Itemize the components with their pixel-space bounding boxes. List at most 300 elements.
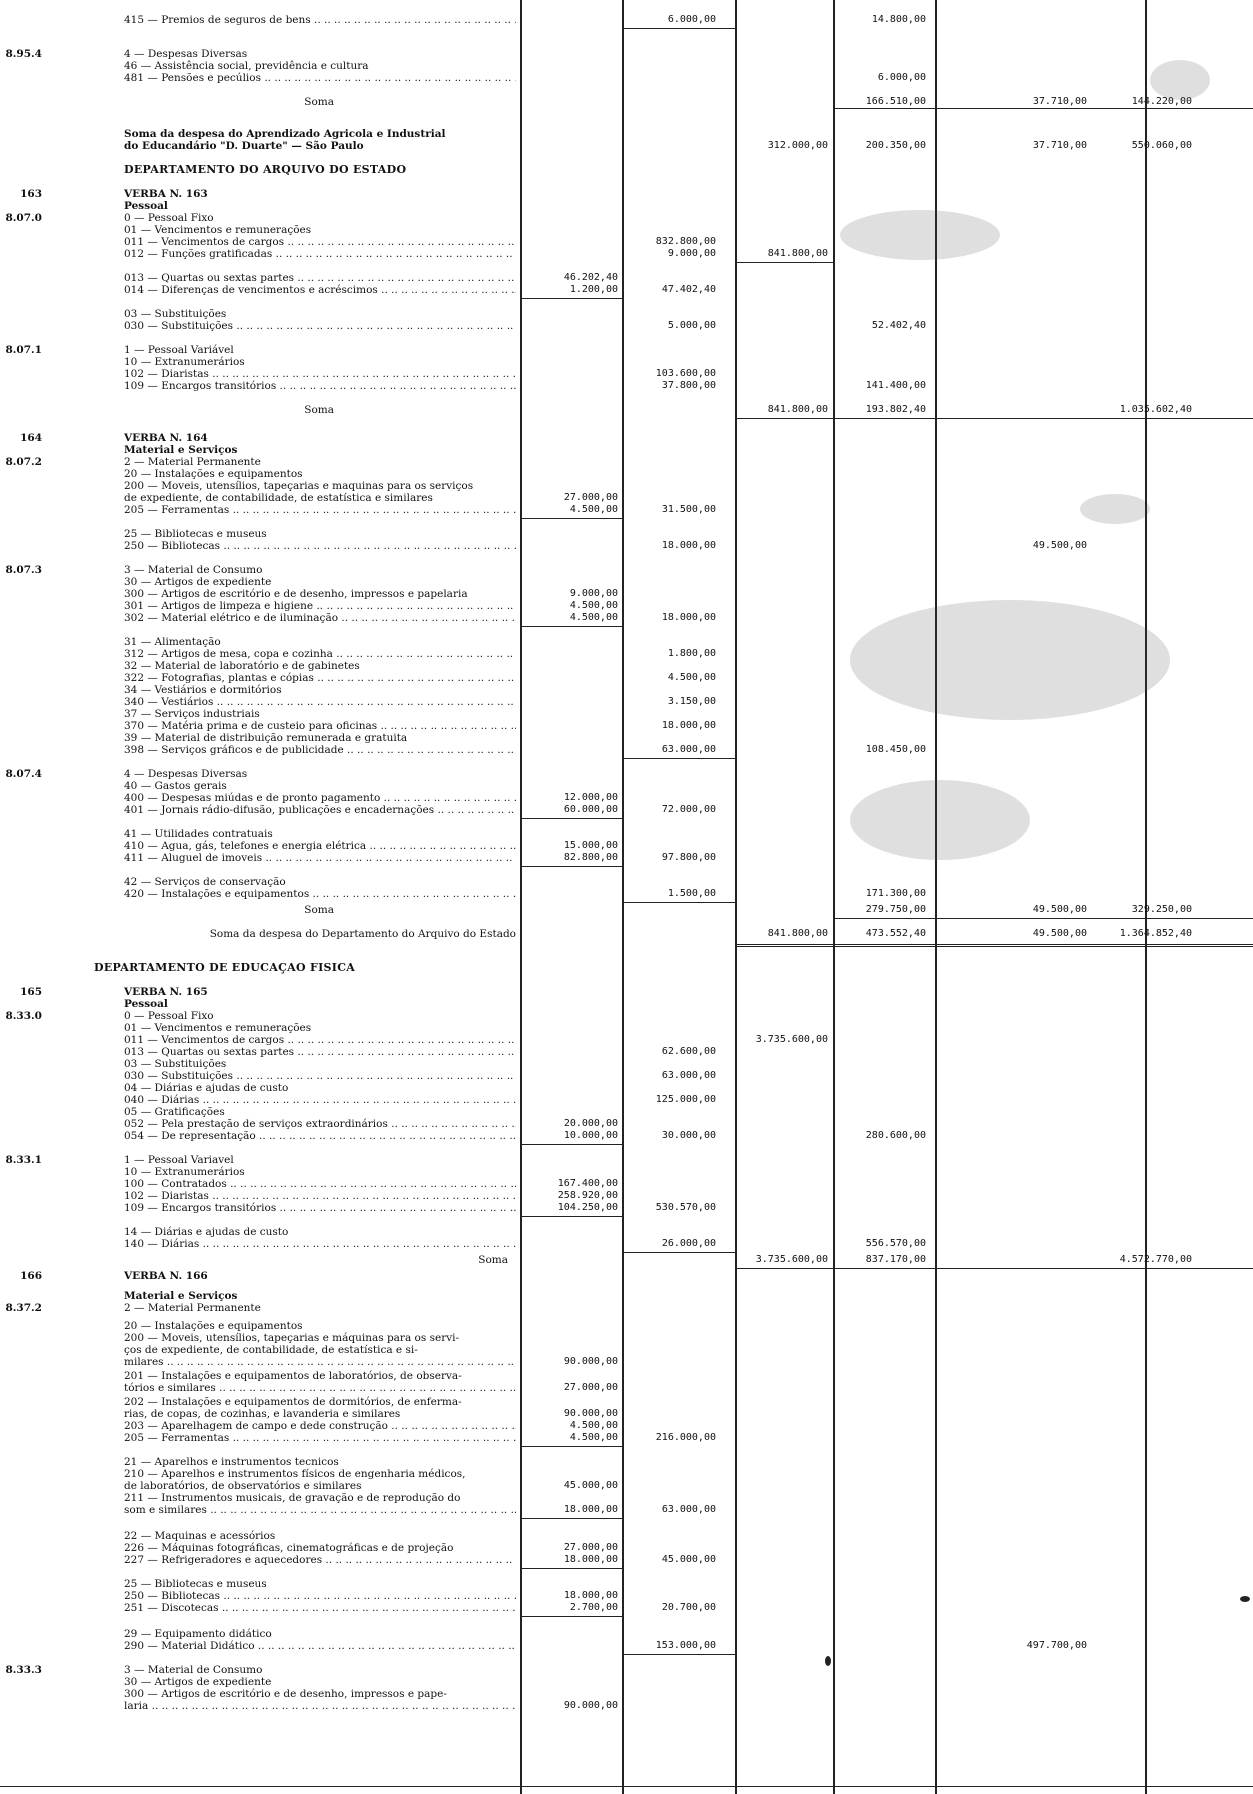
item-description: 398 — Serviços gráficos e de publicidade .. .. (124, 744, 516, 756)
ledger-row (0, 1166, 1253, 1178)
total-rule (520, 866, 622, 867)
item-description: 31 — Alimentação (124, 636, 221, 648)
scan-speck (1150, 60, 1210, 100)
amount-col-2: 26.000,00 (661, 1238, 716, 1249)
account-code: 163 (20, 188, 42, 200)
ledger-row (0, 1676, 1253, 1688)
ledger-row (0, 792, 1253, 804)
item-description: 322 — Fotografias, plantas e cópias .. .. (124, 672, 516, 684)
ledger-row (0, 272, 1253, 284)
ledger-row (0, 368, 1253, 380)
scan-speck (825, 1656, 831, 1666)
item-description: 01 — Vencimentos e remunerações (124, 1022, 312, 1034)
item-description: 203 — Aparelhagem de campo e dede construção .. .. (124, 1420, 516, 1432)
item-description: VERBA N. 164 (124, 432, 208, 444)
ledger-row (0, 1480, 1253, 1492)
account-code: 8.33.0 (5, 1010, 42, 1022)
amount-col-4: 52.402,40 (871, 320, 926, 331)
total-rule (735, 944, 1253, 945)
item-description: 251 — Discotecas .. .. (124, 1602, 516, 1614)
item-description: 03 — Substituições (124, 1058, 227, 1070)
item-description: 109 — Encargos transitórios .. .. (124, 1202, 516, 1214)
total-rule (520, 1216, 622, 1217)
amount-col-2: 31.500,00 (661, 504, 716, 515)
amount-col-1: 18.000,00 (563, 1554, 618, 1565)
item-description: 301 — Artigos de limpeza e higiene .. .. (124, 600, 516, 612)
amount-col-2: 1.800,00 (667, 648, 716, 659)
item-description: 312 — Artigos de mesa, copa e cozinha .. .. (124, 648, 516, 660)
amount-col-4: 166.510,00 (865, 96, 926, 107)
total-rule (735, 946, 1253, 947)
ledger-row (0, 1602, 1253, 1614)
amount-col-1: 167.400,00 (557, 1178, 618, 1189)
total-rule (520, 298, 622, 299)
soma-label: Soma (304, 904, 334, 916)
total-rule (520, 1144, 622, 1145)
item-description: 3 — Material de Consumo (124, 564, 263, 576)
ledger-row (0, 876, 1253, 888)
item-description: 250 — Bibliotecas .. .. (124, 1590, 516, 1602)
amount-col-1: 4.500,00 (569, 612, 618, 623)
amount-col-1: 1.200,00 (569, 284, 618, 295)
item-description: Material e Serviços (124, 444, 238, 456)
ledger-row (0, 1688, 1253, 1700)
amount-col-2: 6.000,00 (667, 14, 716, 25)
amount-col-1: 15.000,00 (563, 840, 618, 851)
item-description: 302 — Material elétrico e de iluminação .. .. (124, 612, 516, 624)
ledger-row (0, 1504, 1253, 1516)
item-description: Soma da despesa do Aprendizado Agricola e Industrial (124, 128, 446, 140)
ledger-row (0, 840, 1253, 852)
ledger-row (0, 1370, 1253, 1382)
ledger-row (0, 1154, 1253, 1166)
item-description: 211 — Instrumentos musicais, de gravação e de reprodução do (124, 1492, 461, 1504)
total-rule (622, 1654, 735, 1655)
item-description: 46 — Assistência social, previdência e cultura (124, 60, 369, 72)
item-description: 30 — Artigos de expediente (124, 1676, 272, 1688)
amount-col-1: 4.500,00 (569, 1432, 618, 1443)
ledger-row (0, 744, 1253, 756)
item-description: 1 — Pessoal Variável (124, 344, 234, 356)
amount-col-4: 280.600,00 (865, 1130, 926, 1141)
item-description: 013 — Quartas ou sextas partes .. .. (124, 1046, 516, 1058)
ledger-row (0, 164, 1253, 176)
ledger-row (0, 1530, 1253, 1542)
item-description: 2 — Material Permanente (124, 1302, 261, 1314)
ledger-row (0, 1356, 1253, 1368)
item-description: 201 — Instalações e equipamentos de laboratórios, de observa- (124, 1370, 462, 1382)
item-description: 21 — Aparelhos e instrumentos tecnicos (124, 1456, 339, 1468)
amount-col-3: 3.735.600,00 (755, 1034, 828, 1045)
item-description: 22 — Maquinas e acessórios (124, 1530, 276, 1542)
ledger-row (0, 1106, 1253, 1118)
amount-col-1: 20.000,00 (563, 1118, 618, 1129)
item-description: 054 — De representação .. .. (124, 1130, 516, 1142)
ledger-row (0, 1554, 1253, 1566)
account-code: 8.07.4 (5, 768, 42, 780)
total-rule (520, 626, 622, 627)
amount-col-4: 193.802,40 (865, 404, 926, 415)
account-code: 166 (20, 1270, 42, 1282)
amount-col-2: 62.600,00 (661, 1046, 716, 1057)
amount-col-6: 1.364.852,40 (1119, 928, 1192, 939)
item-description: 481 — Pensões e pecúlios .. .. (124, 72, 516, 84)
item-description: ços de expediente, de contabilidade, de estatística e si- (124, 1344, 418, 1356)
ledger-row (0, 1456, 1253, 1468)
amount-col-1: 4.500,00 (569, 1420, 618, 1431)
ledger-row (0, 1254, 1253, 1266)
ledger-row (0, 492, 1253, 504)
ledger-row (0, 1578, 1253, 1590)
item-description: 10 — Extranumerários (124, 356, 245, 368)
item-description: 0 — Pessoal Fixo (124, 212, 214, 224)
item-description: 340 — Vestiários .. .. (124, 696, 516, 708)
ledger-row (0, 768, 1253, 780)
item-description: 410 — Agua, gás, telefones e energia elétrica .. .. (124, 840, 516, 852)
ledger-row (0, 1700, 1253, 1712)
amount-col-1: 27.000,00 (563, 492, 618, 503)
scan-speck (840, 210, 1000, 260)
soma-label: Soma (304, 404, 334, 416)
ledger-row (0, 962, 1253, 974)
item-description: 411 — Aluguel de imoveis .. .. (124, 852, 516, 864)
amount-col-5: 49.500,00 (1032, 928, 1087, 939)
item-description: 01 — Vencimentos e remunerações (124, 224, 312, 236)
ledger-row (0, 1046, 1253, 1058)
section-heading: DEPARTAMENTO DO ARQUIVO DO ESTADO (124, 164, 407, 176)
ledger-row (0, 828, 1253, 840)
item-description: 0 — Pessoal Fixo (124, 1010, 214, 1022)
ledger-row (0, 320, 1253, 332)
ledger-row (0, 284, 1253, 296)
item-description: 39 — Material de distribuição remunerada e gratuita (124, 732, 408, 744)
item-description: 05 — Gratificações (124, 1106, 225, 1118)
item-description: 109 — Encargos transitórios .. .. (124, 380, 516, 392)
account-code: 8.07.1 (5, 344, 42, 356)
amount-col-6: 329.250,00 (1131, 904, 1192, 915)
item-description: 202 — Instalações e equipamentos de dormitórios, de enferma- (124, 1396, 462, 1408)
ledger-row (0, 1070, 1253, 1082)
amount-col-6: 4.572.770,00 (1119, 1254, 1192, 1265)
amount-col-3: 3.735.600,00 (755, 1254, 828, 1265)
amount-col-4: 837.170,00 (865, 1254, 926, 1265)
total-rule (520, 518, 622, 519)
ledger-row (0, 732, 1253, 744)
item-description: 20 — Instalações e equipamentos (124, 1320, 303, 1332)
amount-col-2: 4.500,00 (667, 672, 716, 683)
ledger-row (0, 998, 1253, 1010)
ledger-row (0, 1468, 1253, 1480)
ledger-row (0, 432, 1253, 444)
item-description: 03 — Substituições (124, 308, 227, 320)
ledger-row (0, 380, 1253, 392)
item-description: milares .. .. (124, 1356, 516, 1368)
item-description: 200 — Moveis, utensílios, tapeçarias e máquinas para os servi- (124, 1332, 460, 1344)
ledger-row (0, 60, 1253, 72)
amount-col-2: 63.000,00 (661, 1070, 716, 1081)
ledger-row (0, 344, 1253, 356)
total-rule (622, 28, 735, 29)
ledger-row (0, 1082, 1253, 1094)
amount-col-4: 171.300,00 (865, 888, 926, 899)
item-description: 210 — Aparelhos e instrumentos físicos de engenharia médicos, (124, 1468, 466, 1480)
ledger-row (0, 140, 1253, 152)
ledger-row (0, 1542, 1253, 1554)
ledger-row (0, 1010, 1253, 1022)
amount-col-1: 4.500,00 (569, 504, 618, 515)
amount-col-1: 90.000,00 (563, 1356, 618, 1367)
item-description: rias, de copas, de cozinhas, e lavanderia e similares (124, 1408, 401, 1420)
item-description: 37 — Serviços industriais (124, 708, 260, 720)
amount-col-2: 63.000,00 (661, 744, 716, 755)
ledger-row (0, 928, 1253, 940)
ledger-row (0, 1118, 1253, 1130)
amount-col-5: 37.710,00 (1032, 140, 1087, 151)
ledger-row (0, 1022, 1253, 1034)
ledger-row (0, 528, 1253, 540)
amount-col-5: 49.500,00 (1032, 540, 1087, 551)
item-description: 013 — Quartas ou sextas partes .. .. (124, 272, 516, 284)
item-description: 030 — Substituições .. .. (124, 1070, 516, 1082)
amount-col-2: 18.000,00 (661, 540, 716, 551)
section-heading: DEPARTAMENTO DE EDUCAÇÃO FISICA (94, 962, 356, 974)
amount-col-1: 46.202,40 (563, 272, 618, 283)
item-description: 012 — Funções gratificadas .. .. (124, 248, 516, 260)
amount-col-2: 216.000,00 (655, 1432, 716, 1443)
ledger-row (0, 1238, 1253, 1250)
ledger-row (0, 248, 1253, 260)
page-bottom-rule (0, 1786, 1253, 1787)
total-rule (520, 1568, 622, 1569)
item-description: som e similares .. .. (124, 1504, 516, 1516)
ledger-row (0, 356, 1253, 368)
account-code: 8.07.0 (5, 212, 42, 224)
amount-col-1: 27.000,00 (563, 1542, 618, 1553)
account-code: 8.33.1 (5, 1154, 42, 1166)
amount-col-4: 200.350,00 (865, 140, 926, 151)
ledger-row (0, 804, 1253, 816)
ledger-row (0, 1628, 1253, 1640)
item-description: do Educandário "D. Duarte" — São Paulo (124, 140, 364, 152)
total-rule (622, 1252, 735, 1253)
ledger-row (0, 564, 1253, 576)
amount-col-2: 153.000,00 (655, 1640, 716, 1651)
item-description: 030 — Substituições .. .. (124, 320, 516, 332)
item-description: VERBA N. 166 (124, 1270, 208, 1282)
total-rule (833, 108, 1253, 109)
ledger-row (0, 1590, 1253, 1602)
ledger-row (0, 1302, 1253, 1314)
ledger-row (0, 1408, 1253, 1420)
amount-col-1: 10.000,00 (563, 1130, 618, 1141)
amount-col-4: 108.450,00 (865, 744, 926, 755)
item-description: 052 — Pela prestação de serviços extraordinários .. .. (124, 1118, 516, 1130)
account-code: 8.07.3 (5, 564, 42, 576)
amount-col-3: 841.800,00 (767, 404, 828, 415)
item-description: 3 — Material de Consumo (124, 1664, 263, 1676)
item-description: 20 — Instalações e equipamentos (124, 468, 303, 480)
ledger-row (0, 1202, 1253, 1214)
amount-col-2: 18.000,00 (661, 612, 716, 623)
ledger-row (0, 308, 1253, 320)
amount-col-1: 82.800,00 (563, 852, 618, 863)
item-description: 226 — Máquinas fotográficas, cinematográficas e de projeção (124, 1542, 454, 1554)
item-description: 2 — Material Permanente (124, 456, 261, 468)
item-description: 250 — Bibliotecas .. .. (124, 540, 516, 552)
ledger-row (0, 188, 1253, 200)
item-description: 300 — Artigos de escritório e de desenho, impressos e pape- (124, 1688, 447, 1700)
ledger-row (0, 480, 1253, 492)
ledger-row (0, 588, 1253, 600)
amount-col-2: 103.600,00 (655, 368, 716, 379)
ledger-row (0, 1178, 1253, 1190)
amount-col-2: 20.700,00 (661, 1602, 716, 1613)
amount-col-1: 2.700,00 (569, 1602, 618, 1613)
amount-col-1: 60.000,00 (563, 804, 618, 815)
item-description: 420 — Instalações e equipamentos .. .. (124, 888, 516, 900)
ledger-row (0, 852, 1253, 864)
item-description: 205 — Ferramentas .. .. (124, 504, 516, 516)
item-description: 011 — Vencimentos de cargos .. .. (124, 236, 516, 248)
total-rule (622, 902, 735, 903)
ledger-row (0, 1270, 1253, 1282)
item-description: VERBA N. 163 (124, 188, 208, 200)
ledger-row (0, 456, 1253, 468)
amount-col-2: 125.000,00 (655, 1094, 716, 1105)
amount-col-1: 90.000,00 (563, 1700, 618, 1711)
ledger-row (0, 904, 1253, 916)
item-description: 10 — Extranumerários (124, 1166, 245, 1178)
ledger-row (0, 468, 1253, 480)
amount-col-2: 1.500,00 (667, 888, 716, 899)
account-code: 8.37.2 (5, 1302, 42, 1314)
amount-col-2: 9.000,00 (667, 248, 716, 259)
soma-label: Soma (478, 1254, 508, 1266)
amount-col-5: 37.710,00 (1032, 96, 1087, 107)
amount-col-2: 530.570,00 (655, 1202, 716, 1213)
ledger-row (0, 96, 1253, 108)
amount-col-4: 141.400,00 (865, 380, 926, 391)
ledger-row (0, 48, 1253, 60)
total-rule (735, 262, 833, 263)
item-description: 200 — Moveis, utensílios, tapeçarias e maquinas para os serviços (124, 480, 474, 492)
item-description: 30 — Artigos de expediente (124, 576, 272, 588)
account-code: 8.95.4 (5, 48, 42, 60)
item-description: 140 — Diárias .. .. (124, 1238, 516, 1250)
item-description: 32 — Material de laboratório e de gabinetes (124, 660, 360, 672)
item-description: 25 — Bibliotecas e museus (124, 528, 267, 540)
amount-col-2: 47.402,40 (661, 284, 716, 295)
item-description: 401 — Jornais rádio-difusão, publicações e encadernações .. .. (124, 804, 516, 816)
ledger-row (0, 1432, 1253, 1444)
amount-col-6: 144.220,00 (1131, 96, 1192, 107)
item-description: VERBA N. 165 (124, 986, 208, 998)
item-description: 040 — Diárias .. .. (124, 1094, 516, 1106)
ledger-row (0, 200, 1253, 212)
ledger-row (0, 128, 1253, 140)
amount-col-2: 3.150,00 (667, 696, 716, 707)
amount-col-1: 18.000,00 (563, 1504, 618, 1515)
amount-col-2: 30.000,00 (661, 1130, 716, 1141)
ledger-row (0, 1420, 1253, 1432)
amount-col-1: 18.000,00 (563, 1590, 618, 1601)
item-description: de expediente, de contabilidade, de estatística e similares (124, 492, 433, 504)
scan-speck (1240, 1596, 1250, 1602)
item-description: 4 — Despesas Diversas (124, 48, 248, 60)
amount-col-1: 258.920,00 (557, 1190, 618, 1201)
ledger-row (0, 224, 1253, 236)
ledger-row (0, 444, 1253, 456)
account-code: 8.33.3 (5, 1664, 42, 1676)
ledger-row (0, 212, 1253, 224)
item-description: 4 — Despesas Diversas (124, 768, 248, 780)
item-description: 415 — Premios de seguros de bens .. .. (124, 14, 516, 26)
amount-col-4: 556.570,00 (865, 1238, 926, 1249)
item-description: 100 — Contratados .. .. (124, 1178, 516, 1190)
item-description: 102 — Diaristas .. .. (124, 1190, 516, 1202)
amount-col-2: 37.800,00 (661, 380, 716, 391)
item-description: 42 — Serviços de conservação (124, 876, 286, 888)
ledger-row (0, 986, 1253, 998)
scan-speck (850, 780, 1030, 860)
ledger-row (0, 1492, 1253, 1504)
item-description: laria .. .. (124, 1700, 516, 1712)
amount-col-2: 72.000,00 (661, 804, 716, 815)
amount-col-1: 45.000,00 (563, 1480, 618, 1491)
department-total-label: Soma da despesa do Departamento do Arquivo do Estado (209, 928, 516, 940)
amount-col-6: 550.060,00 (1131, 140, 1192, 151)
ledger-row (0, 720, 1253, 732)
item-description: 29 — Equipamento didático (124, 1628, 272, 1640)
ledger-row (0, 1190, 1253, 1202)
ledger-row (0, 236, 1253, 248)
ledger-row (0, 14, 1253, 26)
total-rule (735, 1268, 1253, 1269)
item-description: Material e Serviços (124, 1290, 238, 1302)
ledger-row (0, 1226, 1253, 1238)
ledger-row (0, 576, 1253, 588)
ledger-row (0, 1382, 1253, 1394)
item-description: 40 — Gastos gerais (124, 780, 227, 792)
amount-col-2: 832.800,00 (655, 236, 716, 247)
amount-col-1: 9.000,00 (569, 588, 618, 599)
item-description: Pessoal (124, 200, 168, 212)
total-rule (520, 1518, 622, 1519)
ledger-row (0, 1034, 1253, 1046)
item-description: de laboratórios, de observatórios e similares (124, 1480, 362, 1492)
item-description: 014 — Diferenças de vencimentos e acréscimos .. .. (124, 284, 516, 296)
item-description: 102 — Diaristas .. .. (124, 368, 516, 380)
amount-col-2: 18.000,00 (661, 720, 716, 731)
ledger-row (0, 1332, 1253, 1344)
item-description: 34 — Vestiários e dormitórios (124, 684, 282, 696)
item-description: 205 — Ferramentas .. .. (124, 1432, 516, 1444)
item-description: 290 — Material Didático .. .. (124, 1640, 516, 1652)
scan-speck (850, 600, 1170, 720)
amount-col-3: 312.000,00 (767, 140, 828, 151)
ledger-row (0, 1396, 1253, 1408)
ledger-row (0, 1320, 1253, 1332)
ledger-row (0, 1344, 1253, 1356)
item-description: Pessoal (124, 998, 168, 1010)
amount-col-2: 45.000,00 (661, 1554, 716, 1565)
item-description: 1 — Pessoal Variavel (124, 1154, 234, 1166)
item-description: 25 — Bibliotecas e museus (124, 1578, 267, 1590)
amount-col-5: 49.500,00 (1032, 904, 1087, 915)
total-rule (520, 1616, 622, 1617)
amount-col-4: 473.552,40 (865, 928, 926, 939)
total-rule (520, 818, 622, 819)
